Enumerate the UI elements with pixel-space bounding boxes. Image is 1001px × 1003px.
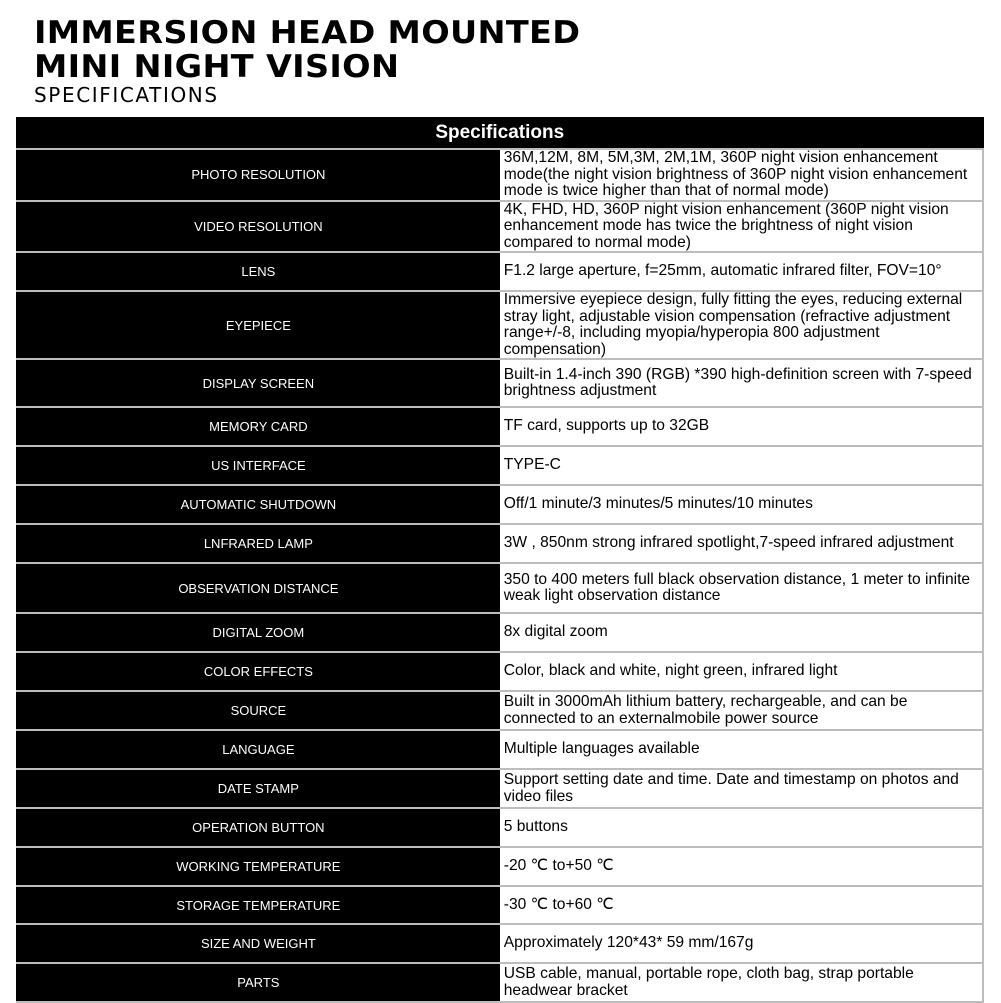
spec-value: TF card, supports up to 32GB (500, 407, 983, 446)
spec-label: OPERATION BUTTON (17, 808, 500, 847)
table-row (17, 524, 984, 563)
table-row (17, 359, 984, 407)
spec-value: 350 to 400 meters full black observation distance, 1 meter to infinite weak light observation distance (500, 563, 983, 613)
spec-value: 8x digital zoom (500, 613, 983, 652)
table-row (17, 563, 984, 613)
spec-value: Built in 3000mAh lithium battery, rechargeable, and can be connected to an externalmobile power source (500, 691, 983, 730)
spec-value: Support setting date and time. Date and timestamp on photos and video files (500, 769, 983, 808)
table-row (17, 924, 984, 963)
spec-value: 4K, FHD, HD, 360P night vision enhancement (360P night vision enhancement mode has twice the brightness of night vision compared to normal mode) (500, 201, 983, 253)
spec-label: DISPLAY SCREEN (17, 359, 500, 407)
spec-label: EYEPIECE (17, 291, 500, 359)
table-row (17, 201, 984, 253)
spec-label: LNFRARED LAMP (17, 524, 500, 563)
page-subtitle: SPECIFICATIONS (34, 83, 219, 107)
table-row (17, 886, 984, 924)
spec-value: TYPE-C (500, 446, 983, 485)
table-row (17, 769, 984, 808)
page-title-line-2: MINI NIGHT VISION (34, 49, 400, 85)
spec-value: F1.2 large aperture, f=25mm, automatic infrared filter, FOV=10° (500, 252, 983, 291)
table-row (17, 652, 984, 691)
spec-value: USB cable, manual, portable rope, cloth bag, strap portable headwear bracket (500, 963, 983, 1002)
table-row (17, 291, 984, 359)
page-header (34, 15, 581, 107)
table-heading: Specifications (17, 118, 984, 150)
spec-label: DIGITAL ZOOM (17, 613, 500, 652)
table-row (17, 252, 984, 291)
table-row (17, 485, 984, 524)
spec-label: US INTERFACE (17, 446, 500, 485)
spec-label: SIZE AND WEIGHT (17, 924, 500, 963)
spec-label: AUTOMATIC SHUTDOWN (17, 485, 500, 524)
specifications-table (16, 117, 984, 1003)
spec-value: -30 ℃ to+60 ℃ (500, 886, 983, 924)
table-row (17, 446, 984, 485)
table-row (17, 730, 984, 769)
table-row (17, 149, 984, 201)
table-row (17, 613, 984, 652)
spec-value: 3W , 850nm strong infrared spotlight,7-speed infrared adjustment (500, 524, 983, 563)
table-row (17, 407, 984, 446)
spec-label: SOURCE (17, 691, 500, 730)
spec-value: Immersive eyepiece design, fully fitting the eyes, reducing external stray light, adjustable vision compensation (refractive adjustment range+/-8, including myopia/hyperopia 800 adjustment compensation) (500, 291, 983, 359)
table-header-row (17, 118, 984, 150)
spec-label: LANGUAGE (17, 730, 500, 769)
spec-label: OBSERVATION DISTANCE (17, 563, 500, 613)
table-row (17, 963, 984, 1002)
spec-value: Approximately 120*43* 59 mm/167g (500, 924, 983, 963)
spec-label: VIDEO RESOLUTION (17, 201, 500, 253)
spec-value: 36M,12M, 8M, 5M,3M, 2M,1M, 360P night vision enhancement mode(the night vision brightness of 360P night vision enhancement mode is twice higher than that of normal mode) (500, 149, 983, 201)
spec-value: -20 ℃ to+50 ℃ (500, 847, 983, 886)
spec-value: Built-in 1.4-inch 390 (RGB) *390 high-definition screen with 7-speed brightness adjustment (500, 359, 983, 407)
spec-label: DATE STAMP (17, 769, 500, 808)
spec-label: MEMORY CARD (17, 407, 500, 446)
table-row (17, 691, 984, 730)
spec-label: PHOTO RESOLUTION (17, 149, 500, 201)
spec-label: COLOR EFFECTS (17, 652, 500, 691)
spec-label: PARTS (17, 963, 500, 1002)
spec-label: WORKING TEMPERATURE (17, 847, 500, 886)
table-row (17, 847, 984, 886)
spec-value: Color, black and white, night green, infrared light (500, 652, 983, 691)
spec-value: Off/1 minute/3 minutes/5 minutes/10 minutes (500, 485, 983, 524)
spec-label: STORAGE TEMPERATURE (17, 886, 500, 924)
spec-label: LENS (17, 252, 500, 291)
page-title-line-1: IMMERSION HEAD MOUNTED (34, 15, 581, 51)
table-row (17, 808, 984, 847)
spec-value: Multiple languages available (500, 730, 983, 769)
spec-value: 5 buttons (500, 808, 983, 847)
